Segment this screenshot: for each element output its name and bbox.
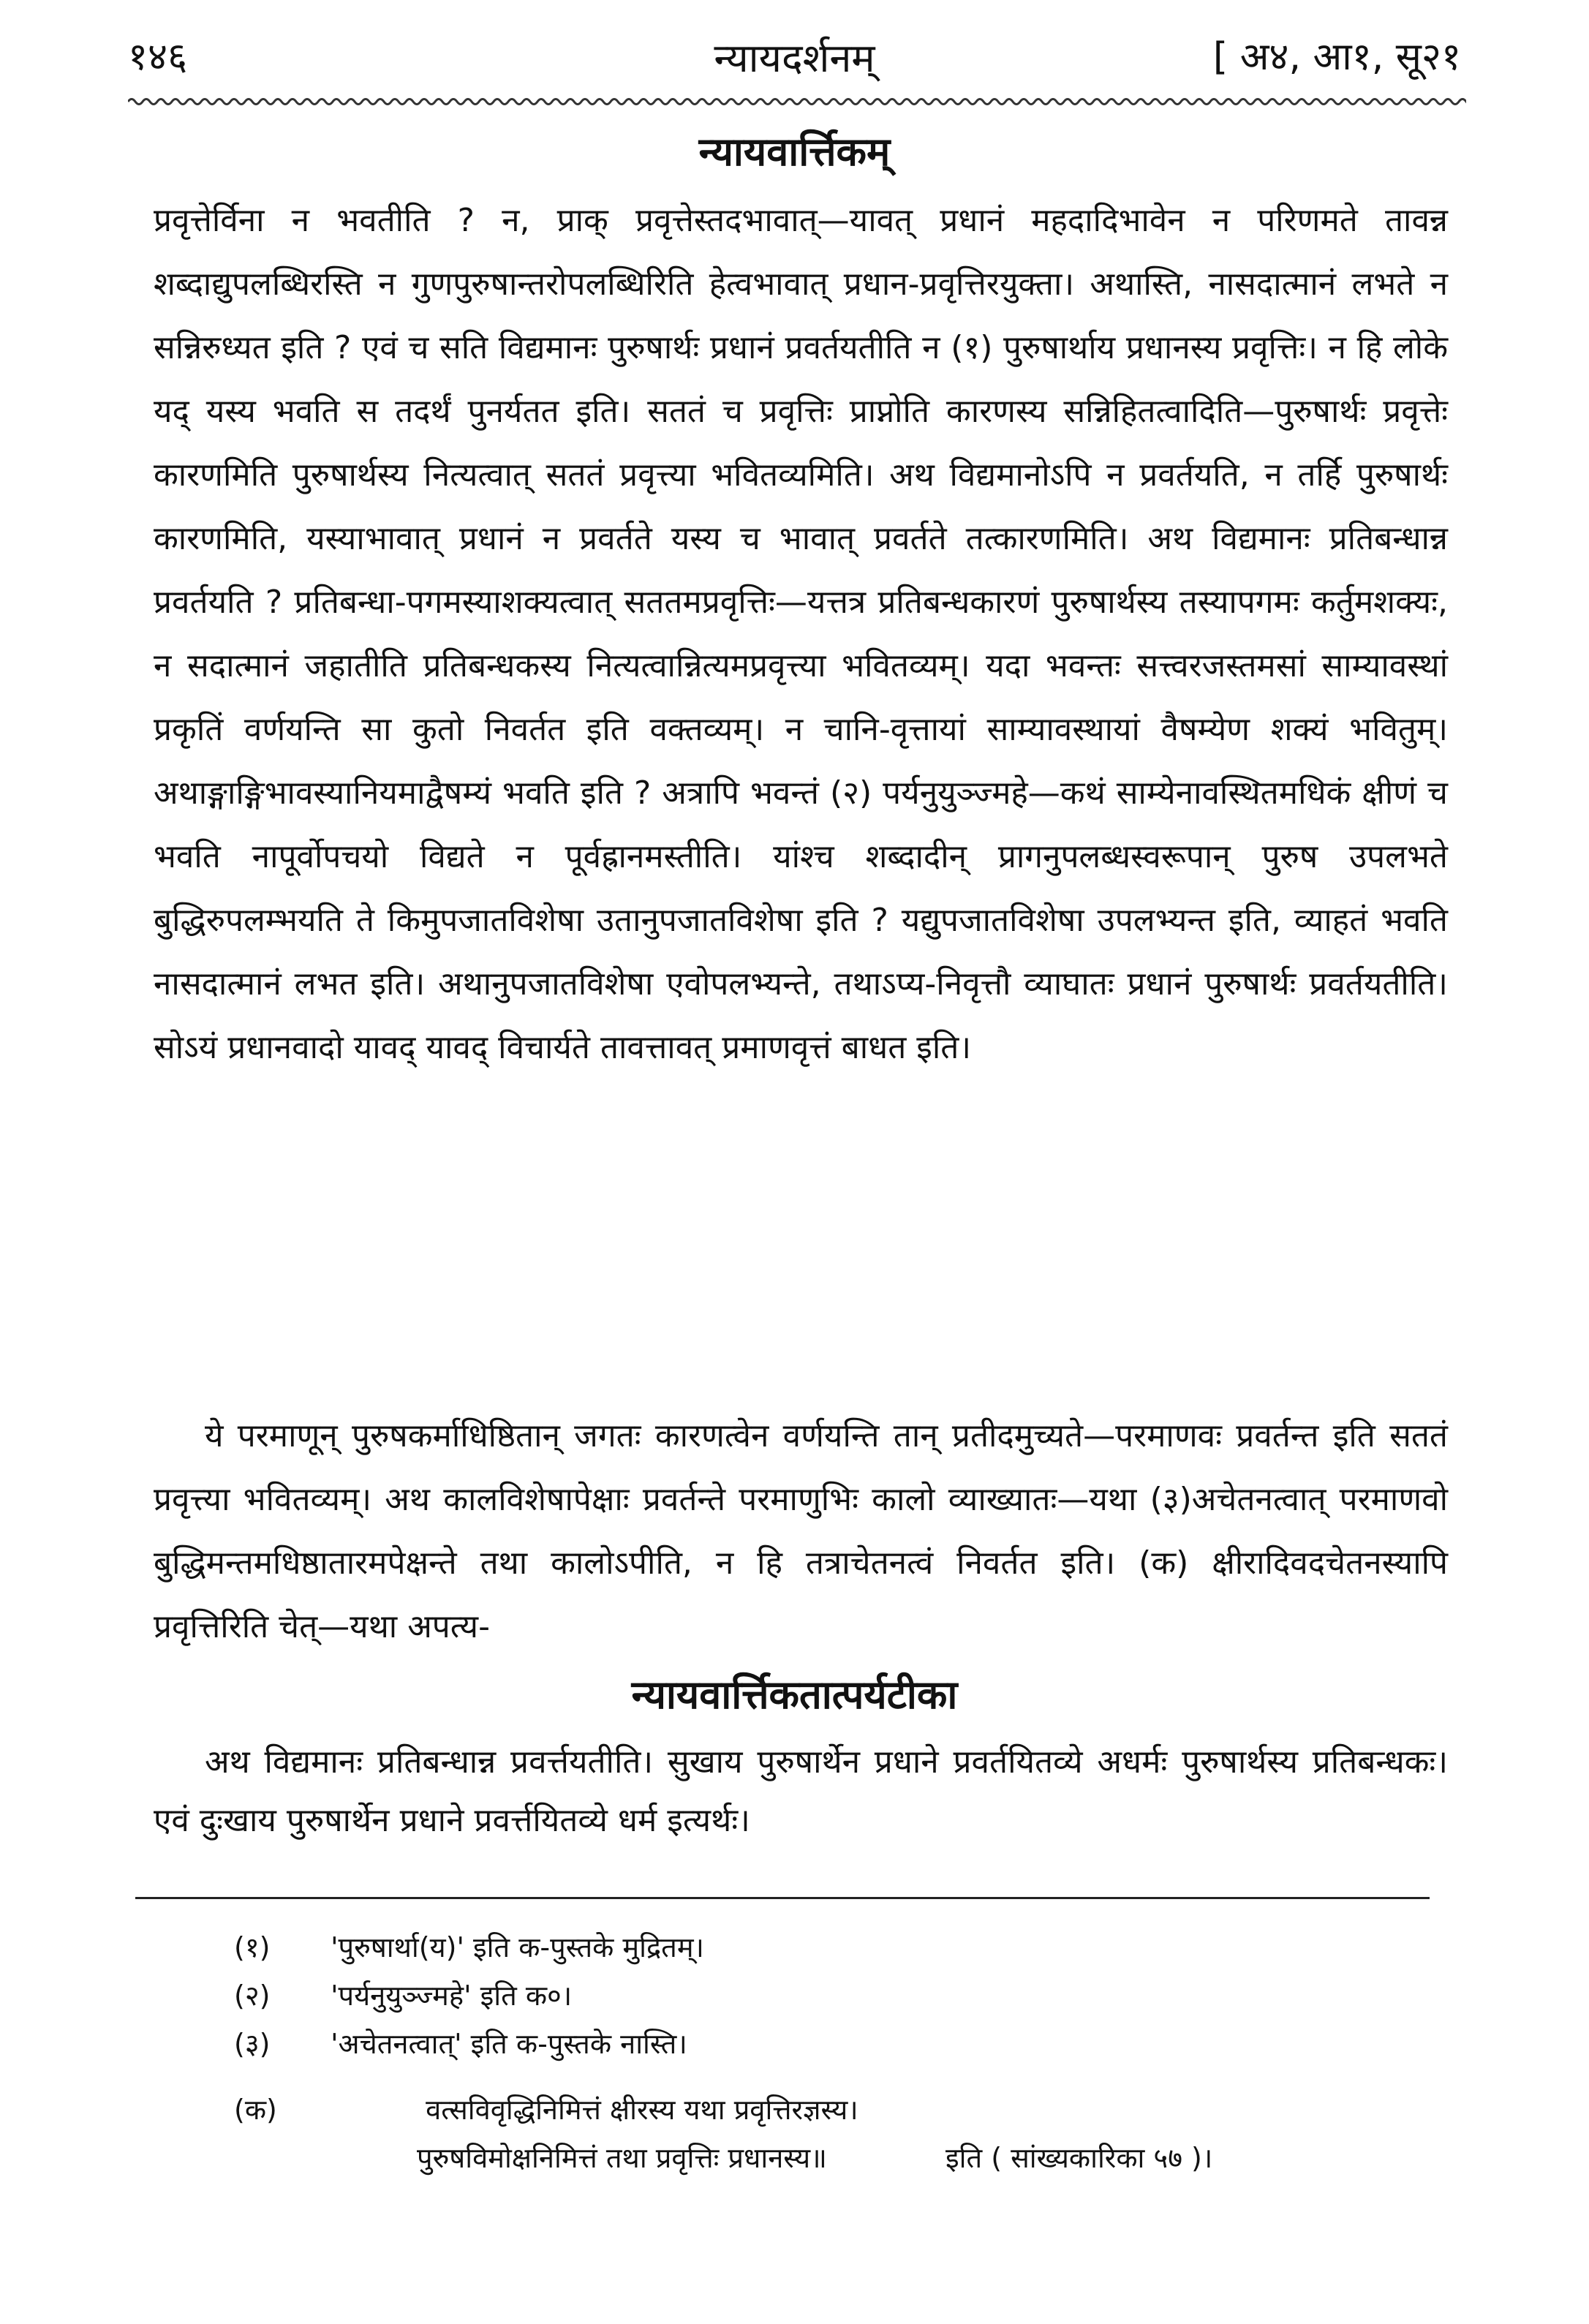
footnote-verse-line [234,2134,1477,2182]
footnote-text: 'पुरुषार्था(य)' इति क-पुस्तके मुद्रितम्। [331,1931,704,1963]
footnote [234,2020,1477,2068]
footnote-number: (३) [234,2028,271,2060]
running-title: न्यायदर्शनम् [714,35,875,81]
page-header [128,29,1461,88]
footnote [234,1972,1477,2020]
tika-paragraph: अथ विद्यमानः प्रतिबन्धान्न प्रवर्त्तयतीति। सुखाय पुरुषार्थेन प्रधाने प्रवर्तयितव्ये अधर्मः पुरुषार्थस्य प्रतिबन्धकः। एवं दुःखाय पुरुषार्थेन प्रधाने प्रवर्त्तयितव्ये धर्म इत्यर्थः। [154,1743,1448,1839]
footnote-verse [234,2086,1477,2134]
footnote-text: 'अचेतनत्वात्' इति क-पुस्तके नास्ति। [331,2028,687,2060]
chapter-reference: [ अ४, आ१, सू२१ [1212,35,1461,79]
footnotes [234,1923,1477,2182]
footnote-text: 'पर्यनुयुञ्ज्महे' इति क०। [331,1980,573,2012]
header-wavy-rule [128,95,1466,108]
footnote-separator [135,1897,1430,1899]
tika-heading: न्यायवार्त्तिकतात्पर्यटीका [631,1672,958,1718]
footnote-number: (२) [234,1980,271,2012]
vartika-text-2 [154,1404,1448,1659]
vartika-paragraph: प्रवृत्तेर्विना न भवतीति ? न, प्राक् प्रवृत्तेस्तदभावात्—यावत् प्रधानं महदादिभावेन न परिणमते तावन्न शब्दाद्युपलब्धिरस्ति न गुणपुरुषान्तरोपलब्धिरिति हेत्वभावात् प्रधान-प्रवृत्तिरयुक्ता। अथास्ति, नासदात्मानं लभते न सन्निरुध्यत इति ? एवं च सति विद्यमानः पुरुषार्थः प्रधानं प्रवर्तयतीति न (१) पुरुषार्थाय प्रधानस्य प्रवृत्तिः। न हि लोके यद् यस्य भवति स तदर्थं पुनर्यतत इति। सततं च प्रवृत्तिः प्राप्नोति कारणस्य सन्निहितत्वादिति—पुरुषार्थः प्रवृत्तेः कारणमिति पुरुषार्थस्य नित्यत्वात् सततं प्रवृत्त्या भवितव्यमिति। अथ विद्यमानोऽपि न प्रवर्तयति, न तर्हि पुरुषार्थः कारणमिति, यस्याभावात् प्रधानं न प्रवर्तते यस्य च भावात् प्रवर्तते तत्कारणमिति। अथ विद्यमानः प्रतिबन्धान्न प्रवर्तयति ? प्रतिबन्धा-पगमस्याशक्यत्वात् सततमप्रवृत्तिः—यत्तत्र प्रतिबन्धकारणं पुरुषार्थस्य तस्यापगमः कर्तुमशक्यः, न सदात्मानं जहातीति प्रतिबन्धकस्य नित्यत्वान्नित्यमप्रवृत्त्या भवितव्यम्। यदा भवन्तः सत्त्वरजस्तमसां साम्यावस्थां प्रकृतिं वर्णयन्ति सा कुतो निवर्तत इति वक्तव्यम्। न चानि-वृत्तायां साम्यावस्थायां वैषम्येण शक्यं भवितुम्। अथाङ्गाङ्गिभावस्यानियमाद्वैषम्यं भवति इति ? अत्रापि भवन्तं (२) पर्यनुयुञ्ज्महे—कथं साम्येनावस्थितमधिकं क्षीणं च भवति नापूर्वोपचयो विद्यते न पूर्वह्रानमस्तीति। यांश्च शब्दादीन् प्रागनुपलब्धस्वरूपान् पुरुष उपलभते बुद्धिरुपलम्भयति ते किमुपजातविशेषा उतानुपजातविशेषा इति ? यद्युपजातविशेषा उपलभ्यन्त इति, व्याहतं भवति नासदात्मानं लभत इति। अथानुपजातविशेषा एवोपलभ्यन्ते, तथाऽप्य-निवृत्तौ व्याघातः प्रधानं पुरुषार्थः प्रवर्तयतीति। सोऽयं प्रधानवादो यावद् यावद् विचार्यते तावत्तावत् प्रमाणवृत्तं बाधत इति। [154,202,1448,1066]
footnote-number: (१) [234,1931,271,1963]
tika-text [154,1733,1448,1850]
page-number: १४६ [128,35,188,79]
vartika-paragraph: ये परमाणून् पुरुषकर्माधिष्ठितान् जगतः कारणत्वेन वर्णयन्ति तान् प्रतीदमुच्यते—परमाणवः प्रवर्तन्त इति सततं प्रवृत्त्या भवितव्यम्। अथ कालविशेषापेक्षाः प्रवर्तन्ते परमाणुभिः कालो व्याख्यातः—यथा (३)अचेतनत्वात् परमाणवो बुद्धिमन्तमधिष्ठातारमपेक्षन्ते तथा कालोऽपीति, न हि तत्राचेतनत्वं निवर्तत इति। (क) क्षीरादिवदचेतनस्यापि प्रवृत्तिरिति चेत्—यथा अपत्य- [154,1417,1448,1645]
footnote [234,1923,1477,1972]
verse-reference: इति ( सांख्यकारिका ५७ )। [945,2142,1213,2174]
verse-line-2: पुरुषविमोक्षनिमित्तं तथा प्रवृत्तिः प्रधानस्य॥ [417,2142,827,2174]
vartika-text-1 [154,189,1448,1079]
verse-line-1: वत्सविवृद्धिनिमित्तं क्षीरस्य यथा प्रवृत्तिरज्ञस्य। [426,2094,858,2126]
footnote-number: (क) [234,2094,277,2126]
vartika-heading: न्यायवार्त्तिकम् [698,129,891,175]
